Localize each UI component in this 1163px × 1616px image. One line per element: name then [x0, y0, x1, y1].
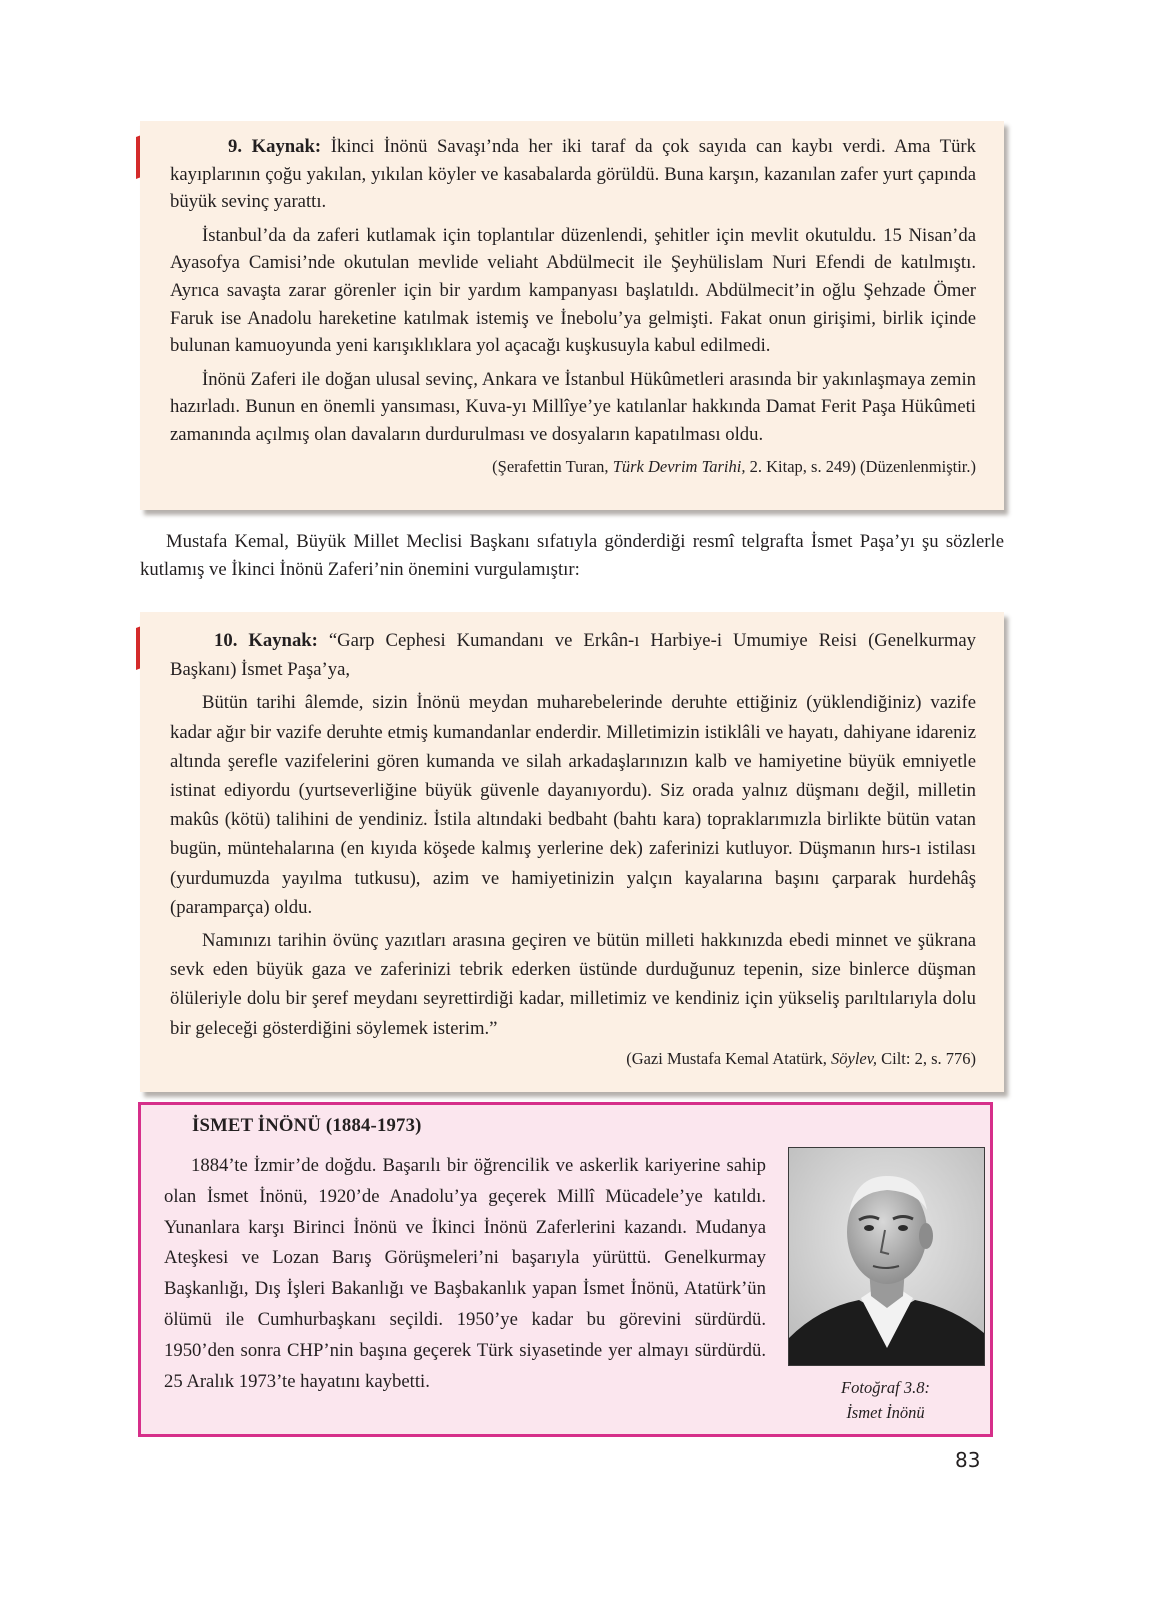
source-10-box — [140, 612, 1004, 1092]
source-10-citation: (Gazi Mustafa Kemal Atatürk, Söylev, Cilt: 2, s. 776) — [626, 1048, 976, 1068]
source-9-paragraph-2: İstanbul’da da zaferi kutlamak için toplantılar düzenlendi, şehitler için mevlit okutuldu. 15 Nisan’da Ayasofya Camisi’nde okutulan mevlide veliaht Abdülmecit ile Şeyhülislam Nuri Efendi de katılmıştı. Ayrıca savaşta zarar görenler için bir yardım kampanyası başlatıldı. Abdülmecit’in oğlu Şehzade Ömer Faruk ise Anadolu hareketine katılmak istemiş ve İnebolu’ya gelmişti. Fakat onun girişimi, birlik içinde bulunan kamuoyunda yeni karışıklıklara yol açacağı kuşkusuyla kabul edilmedi. — [170, 224, 976, 357]
source-10-paragraph-2: Bütün tarihi âlemde, sizin İnönü meydan muharebelerinde deruhte ettiğiniz (yüklendiğiniz) vazife kadar ağır bir vazife deruhte etmiş kumandanlar enderdir. Milletimizin istiklâli ve hayatı, dahiyane idareniz altında şerefle vazifelerini gören kumanda ve silah arkadaşlarınızın kalb ve hamiyetine büyük emniyetle istinat ediyordu (yurtseverliğine büyük güvenle dayanıyordu). Siz orada yalnız düşmanı değil, milletin makûs (kötü) talihini de yendiniz. İstila altındaki bedbaht (bahtı kara) topraklarımızla birlikte bütün vatan bugün, müntehalarına (en kıyıda köşede kalmış yerlerine dek) zaferinizi kutluyor. Düşmanın hırs-ı istilası (yurdumuzda yayılma tutkusu), azim ve hamiyetinizin yalçın kayalarına başını çarparak hurdehâş (paramparça) oldu. — [170, 692, 976, 918]
source-10-label: 10. Kaynak: — [214, 630, 318, 651]
portrait-photo — [788, 1147, 985, 1366]
source-9-paragraph-1: 9. Kaynak: İkinci İnönü Savaşı’nda her iki taraf da çok sayıda can kaybı verdi. Ama Türk kayıplarının çoğu yakılan, yıkılan köyler ve kasabalarda görüldü. Buna karşın, kazanılan zafer yurt çapında büyük sevinç yarattı. — [170, 136, 977, 213]
source-9-citation: (Şerafettin Turan, Türk Devrim Tarihi, 2. Kitap, s. 249) (Düzenlenmiştir.) — [492, 456, 976, 476]
page-number: 83 — [955, 1448, 981, 1472]
photo-caption: Fotoğraf 3.8: İsmet İnönü — [841, 1378, 930, 1422]
source-10-paragraph-1: 10. Kaynak: “Garp Cephesi Kumandanı ve Erkân-ı Harbiye-i Umumiye Reisi (Genelkurmay Başkanı) İsmet Paşa’ya, — [170, 630, 976, 681]
source-9-label: 9. Kaynak: — [228, 136, 322, 157]
source-9-paragraph-3: İnönü Zaferi ile doğan ulusal sevinç, Ankara ve İstanbul Hükûmetleri arasında bir yakınlaşmaya zemin hazırladı. Bunun en önemli yansıması, Kuva-yı Millîye’ye katılanlar hakkında Damat Ferit Paşa Hükûmeti zamanında açılmış olan davaların durdurulması ve dosyaların kapatılması oldu. — [170, 368, 976, 445]
source-9-box — [140, 121, 1004, 510]
biography-title: İSMET İNÖNÜ (1884-1973) — [192, 1115, 422, 1136]
source-10-paragraph-3: Namınızı tarihin övünç yazıtları arasına geçiren ve bütün milleti hakkınızda ebedi minnet ve şükrana sevk eden büyük gaza ve zaferinizi tebrik ederken üstünde durduğunuz tepenin, size binlerce düşman ölüleriyle dolu bir şeref meydanı seyrettirdiği kadar, milletimiz ve kendiniz için yükseliş parıltılarıyla dolu bir geleceği gösterdiğini söylemek isterim.” — [170, 930, 976, 1039]
body-paragraph: Mustafa Kemal, Büyük Millet Meclisi Başkanı sıfatıyla gönderdiği resmî telgrafta İsmet Paşa’yı şu sözlerle kutlamış ve İkinci İnönü Zaferi’nin önemini vurgulamıştır: — [140, 531, 1004, 581]
biography-text: 1884’te İzmir’de doğdu. Başarılı bir öğrencilik ve askerlik kariyerine sahip olan İsmet İnönü, 1920’de Anadolu’ya geçerek Millî Mücadele’ye katıldı. Yunanlara karşı Birinci İnönü ve İkinci İnönü Zaferlerini kazandı. Mudanya Ateşkesi ve Lozan Barış Görüşmeleri’ni başarıyla yürüttü. Genelkurmay Başkanlığı, Dış İşleri Bakanlığı ve Başbakanlık yapan İsmet İnönü, Atatürk’ün ölümü ile Cumhurbaşkanı seçildi. 1950’ye kadar bu görevini sürdürdü. 1950’den sonra CHP’nin başına geçerek Türk siyasetinde yer almayı sürdürdü. 25 Aralık 1973’te hayatını kaybetti. — [164, 1155, 766, 1392]
biography-box — [138, 1102, 993, 1437]
